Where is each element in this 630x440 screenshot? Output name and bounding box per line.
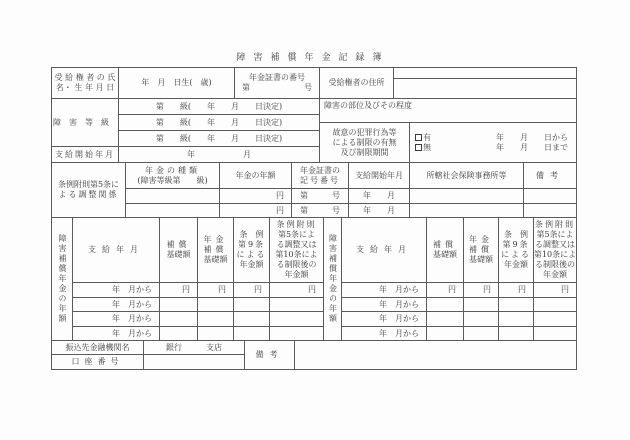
pension-right-row3-base[interactable] (426, 311, 463, 326)
birth-date-field[interactable]: 年 月 日生( 歳) (118, 68, 234, 98)
adjustment-row2-cert-field[interactable]: 第 号 (291, 203, 348, 217)
pension-side-label-right: 障害補償年金の年額 (323, 217, 341, 340)
recipient-name-label: 受 給 権 者 の 氏 名・ 生 年 月 日 (54, 73, 116, 92)
grade-label: 障害等級 (52, 98, 118, 146)
adjustment-label: 条例附則第5条に よる調整関係 (52, 162, 125, 217)
payment-start-field[interactable]: 年 月 (118, 146, 319, 162)
pension-left-row3-adj[interactable] (269, 311, 323, 326)
form-title: 障害補償年金記録簿 (236, 53, 390, 63)
restriction-yes-checkbox[interactable] (415, 134, 422, 141)
adjustment-col-type: 年金の種類 (障害等級第 級) (125, 162, 219, 188)
address-line1-field[interactable] (393, 68, 576, 78)
pension-col-pbase-left: 年金 補償 基礎額 (197, 217, 233, 282)
pension-right-row4-pbase[interactable] (463, 326, 498, 340)
pension-right-row1-pbase[interactable]: 円 (463, 282, 498, 297)
pension-right-row3-pbase[interactable] (463, 311, 498, 326)
address-line2-field[interactable] (393, 78, 576, 98)
pension-right-row3-art9[interactable] (498, 311, 533, 326)
bank-remarks-field[interactable] (294, 340, 576, 369)
pension-col-pbase-right: 年金 補償 基礎額 (463, 217, 498, 282)
bank-transfer-label: 振込先金融機関名 (52, 340, 143, 354)
restriction-label: 故意の犯罪行為等 による制限の有無 及び制限期間 (319, 122, 409, 162)
account-number-label: 口座番号 (52, 354, 143, 369)
pension-right-row2-base[interactable] (426, 297, 463, 311)
pension-right-row4-art9[interactable] (498, 326, 533, 340)
pension-left-row4-adj[interactable] (269, 326, 323, 340)
restriction-no-checkbox[interactable] (415, 144, 422, 151)
pension-left-row1-pbase[interactable]: 円 (197, 282, 233, 297)
address-label: 受給権者の住所 (319, 68, 393, 98)
adjustment-row1-start-field[interactable]: 年 月 (348, 188, 409, 203)
pension-left-row4-pbase[interactable] (197, 326, 233, 340)
bank-branch-field[interactable]: 銀行 支店 (143, 340, 244, 354)
adjustment-row2-office-field[interactable] (409, 203, 523, 217)
adjustment-row1-remarks-field[interactable] (523, 188, 576, 203)
pension-right-row4-adj[interactable] (533, 326, 576, 340)
pension-side-label-left: 障害補償年金の年額 (52, 217, 72, 340)
pension-right-row2-pbase[interactable] (463, 297, 498, 311)
adjustment-row2-type-field[interactable] (125, 203, 219, 217)
pension-left-row1-base[interactable]: 円 (159, 282, 197, 297)
adjustment-col-cert: 年金証書の 記号番号 (291, 162, 348, 188)
grade-decision-row-2[interactable]: 第 級( 年 月 日決定) (118, 114, 319, 130)
restriction-from-value: 年 月 日から (496, 132, 568, 142)
pension-right-row4-month[interactable]: 年 月から (341, 326, 426, 340)
pension-col-adj-right: 条例附則 第5条によ る調整又は 第10条によ る制限後の 年金額 (533, 217, 576, 282)
account-number-field[interactable] (143, 354, 244, 369)
adjustment-row1-cert-field[interactable]: 第 号 (291, 188, 348, 203)
adjustment-col-annual: 年金の年額 (219, 162, 291, 188)
pension-left-row1-adj[interactable]: 円 (269, 282, 323, 297)
pension-right-row1-adj[interactable]: 円 (533, 282, 576, 297)
adjustment-col-office: 所轄社会保険事務所等 (409, 162, 523, 188)
pension-right-row1-base[interactable]: 円 (426, 282, 463, 297)
pension-left-row3-month[interactable]: 年 月から (72, 311, 159, 326)
pension-left-row4-month[interactable]: 年 月から (72, 326, 159, 340)
pension-right-row3-adj[interactable] (533, 311, 576, 326)
pension-col-art9-right: 条 例 第9条 による 年金額 (498, 217, 533, 282)
adjustment-row2-start-field[interactable]: 年 月 (348, 203, 409, 217)
restriction-yes-label: 有 (423, 132, 431, 142)
payment-start-label: 支給開始年月 (52, 146, 118, 162)
adjustment-row2-annual-field[interactable]: 円 (219, 203, 291, 217)
pension-right-row1-month[interactable]: 年 月から (341, 282, 426, 297)
pension-left-row1-month[interactable]: 年 月から (72, 282, 159, 297)
pension-right-row1-art9[interactable]: 円 (498, 282, 533, 297)
pension-col-adj-left: 条例附則 第5条によ る調整又は 第10条によ る制限後の 年金額 (269, 217, 323, 282)
pension-right-row4-base[interactable] (426, 326, 463, 340)
pension-left-row2-art9[interactable] (233, 297, 269, 311)
pension-col-art9-left: 条 例 第9条 による 年金額 (233, 217, 269, 282)
cert-number-prefix: 第 (242, 83, 250, 92)
adjustment-row2-remarks-field[interactable] (523, 203, 576, 217)
pension-record-form (51, 67, 577, 370)
pension-left-row4-base[interactable] (159, 326, 197, 340)
grade-decision-row-3[interactable]: 第 級( 年 月 日決定) (118, 130, 319, 146)
adjustment-row1-annual-field[interactable]: 円 (219, 188, 291, 203)
restriction-period-field[interactable] (409, 122, 576, 162)
pension-left-row2-adj[interactable] (269, 297, 323, 311)
pension-left-row2-base[interactable] (159, 297, 197, 311)
pension-left-row4-art9[interactable] (233, 326, 269, 340)
pension-col-base-left: 補償 基礎額 (159, 217, 197, 282)
adjustment-col-remarks: 備考 (523, 162, 576, 188)
pension-left-row3-art9[interactable] (233, 311, 269, 326)
pension-left-row3-pbase[interactable] (197, 311, 233, 326)
adjustment-row1-type-field[interactable] (125, 188, 219, 203)
pension-col-month-left: 支給年月 (72, 217, 159, 282)
pension-cert-number-field[interactable]: 年金証書の番号 第 号 (234, 68, 319, 98)
pension-left-row2-month[interactable]: 年 月から (72, 297, 159, 311)
pension-col-month-right: 支給年月 (341, 217, 426, 282)
grade-decision-row-1[interactable]: 第 級( 年 月 日決定) (118, 98, 319, 114)
restriction-no-label: 無 (423, 142, 431, 152)
adjustment-col-start: 支給開始年月 (348, 162, 409, 188)
pension-left-row3-base[interactable] (159, 311, 197, 326)
bank-remarks-label: 備考 (244, 340, 294, 369)
adjustment-row1-office-field[interactable] (409, 188, 523, 203)
pension-right-row2-adj[interactable] (533, 297, 576, 311)
pension-col-base-right: 補償 基礎額 (426, 217, 463, 282)
pension-right-row3-month[interactable]: 年 月から (341, 311, 426, 326)
cert-number-suffix: 号 (304, 83, 312, 92)
injury-part-field[interactable]: 障害の部位及びその程度 (319, 98, 576, 122)
pension-right-row2-art9[interactable] (498, 297, 533, 311)
pension-left-row1-art9[interactable]: 円 (233, 282, 269, 297)
pension-right-row2-month[interactable]: 年 月から (341, 297, 426, 311)
restriction-to-value: 年 月 日まで (496, 142, 568, 152)
pension-left-row2-pbase[interactable] (197, 297, 233, 311)
